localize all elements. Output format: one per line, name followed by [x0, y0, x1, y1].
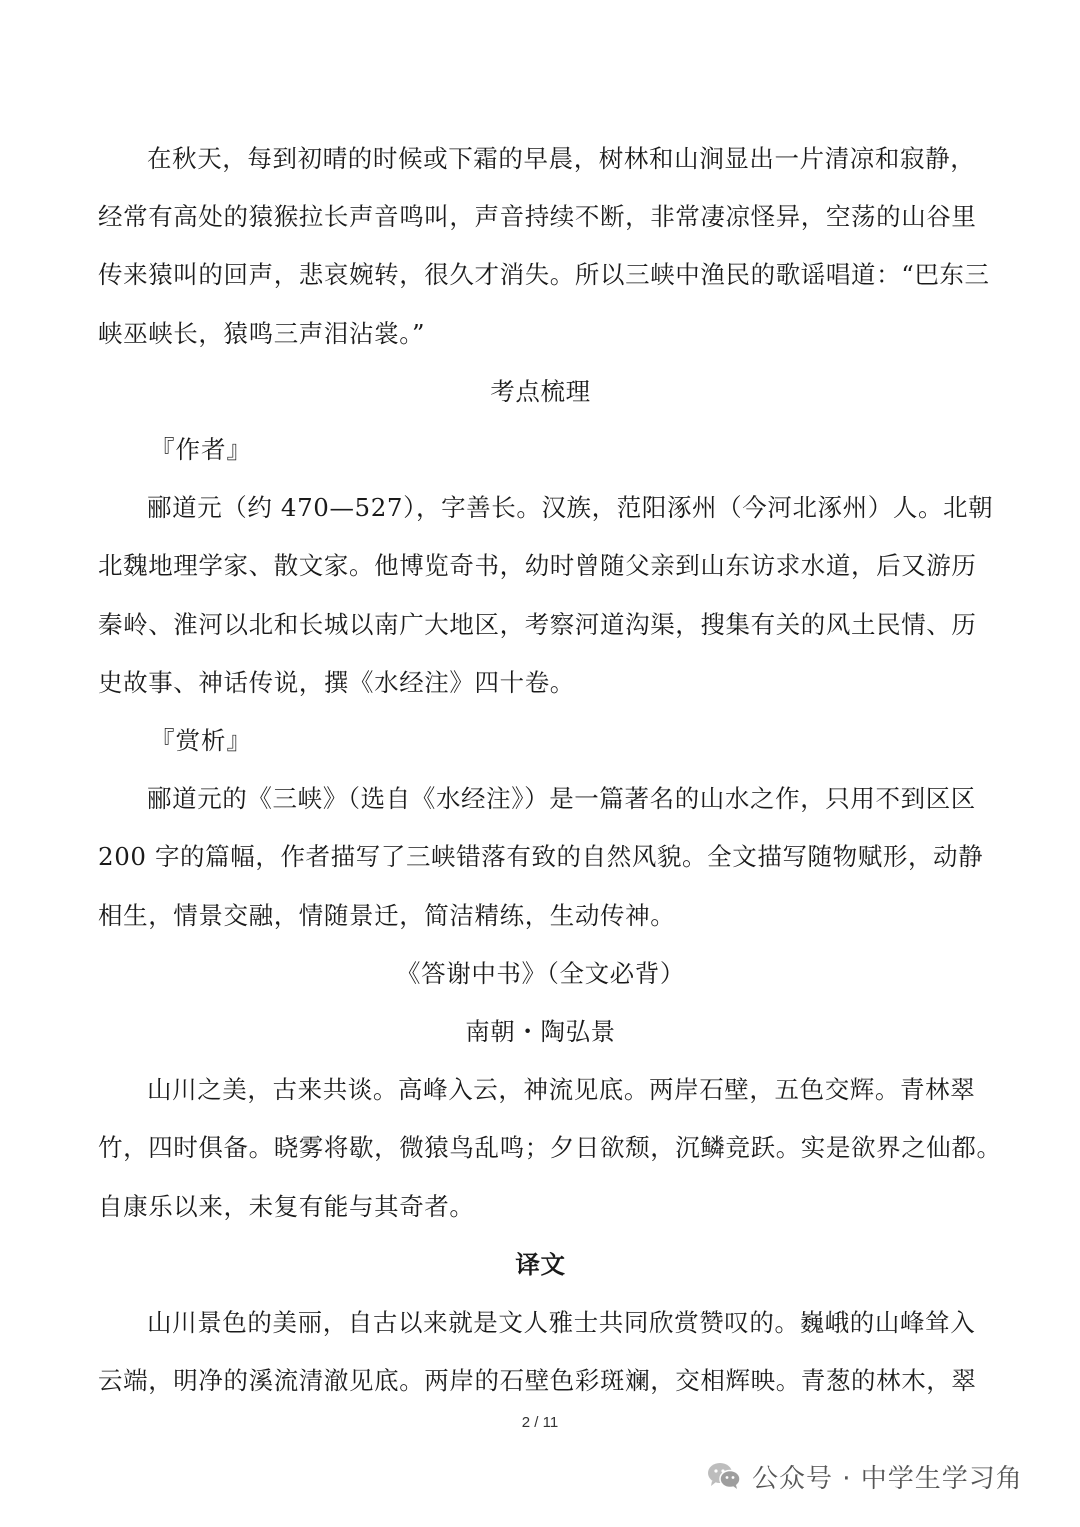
text-line: 山川景色的美丽，自古以来就是文人雅士共同欣赏赞叹的。巍峨的山峰耸入 [147, 1308, 976, 1338]
text-line: 北魏地理学家、散文家。他博览奇书，幼时曾随父亲到山东访求水道，后又游历 [98, 551, 977, 581]
text-line: 自康乐以来，未复有能与其奇者。 [98, 1191, 475, 1221]
watermark [706, 1452, 1023, 1500]
text-line: 郦道元的《三峡》（选自《水经注》）是一篇著名的山水之作，只用不到区区 [147, 784, 976, 814]
analysis-paragraph [98, 770, 983, 945]
text-line: 史故事、神话传说，撰《水经注》四十卷。 [98, 667, 575, 697]
watermark-text: 公众号 · 中学生学习角 [752, 1463, 1023, 1494]
text-line: 在秋天，每到初晴的时候或下霜的早晨，树林和山涧显出一片清凉和寂静， [147, 144, 976, 173]
author-paragraph [98, 479, 994, 712]
wechat-icon [706, 1460, 742, 1492]
author-label: 『作者』 [150, 435, 252, 465]
text-line: 竹，四时俱备。晓雾将歇，微猿鸟乱鸣；夕日欲颓，沉鳞竞跃。实是欲界之仙都。 [98, 1133, 1002, 1163]
translation-paragraph [98, 1294, 983, 1410]
poem-title: 《答谢中书》（全文必背） [396, 958, 685, 988]
text-line: 200 字的篇幅，作者描写了三峡错落有致的自然风貌。全文描写随物赋形，动静 [98, 842, 984, 872]
text-line: 郦道元（约 470—527），字善长。汉族，范阳涿州（今河北涿州）人。北朝 [147, 493, 994, 523]
translation-end-paragraph [98, 130, 990, 363]
text-line: 山川之美，古来共谈。高峰入云，神流见底。两岸石壁，五色交辉。青林翠 [147, 1075, 976, 1105]
analysis-label: 『赏析』 [150, 726, 252, 756]
text-line: 传来猿叫的回声，悲哀婉转，很久才消失。所以三峡中渔民的歌谣唱道：“巴东三 [98, 260, 990, 290]
text-line: 秦岭、淮河以北和长城以南广大地区，考察河道沟渠，搜集有关的风土民情、历 [98, 609, 977, 639]
text-line: 相生，情景交融，情随景迁，简洁精练，生动传神。 [98, 900, 676, 930]
text-line: 经常有高处的猿猴拉长声音鸣叫，声音持续不断，非常凄凉怪异，空荡的山谷里 [98, 202, 977, 232]
translation-title: 译文 [515, 1249, 566, 1279]
page-number: 2 / 11 [521, 1414, 559, 1431]
text-line: 峡巫峡长，猿鸣三声泪沾裳。” [98, 318, 426, 348]
poem-author: 南朝・陶弘景 [465, 1017, 616, 1047]
poem-paragraph [98, 1061, 1002, 1236]
section-title: 考点梳理 [490, 376, 591, 406]
document-page [98, 130, 1002, 1410]
text-line: 云端，明净的溪流清澈见底。两岸的石壁色彩斑斓，交相辉映。青葱的林木，翠 [98, 1366, 977, 1396]
